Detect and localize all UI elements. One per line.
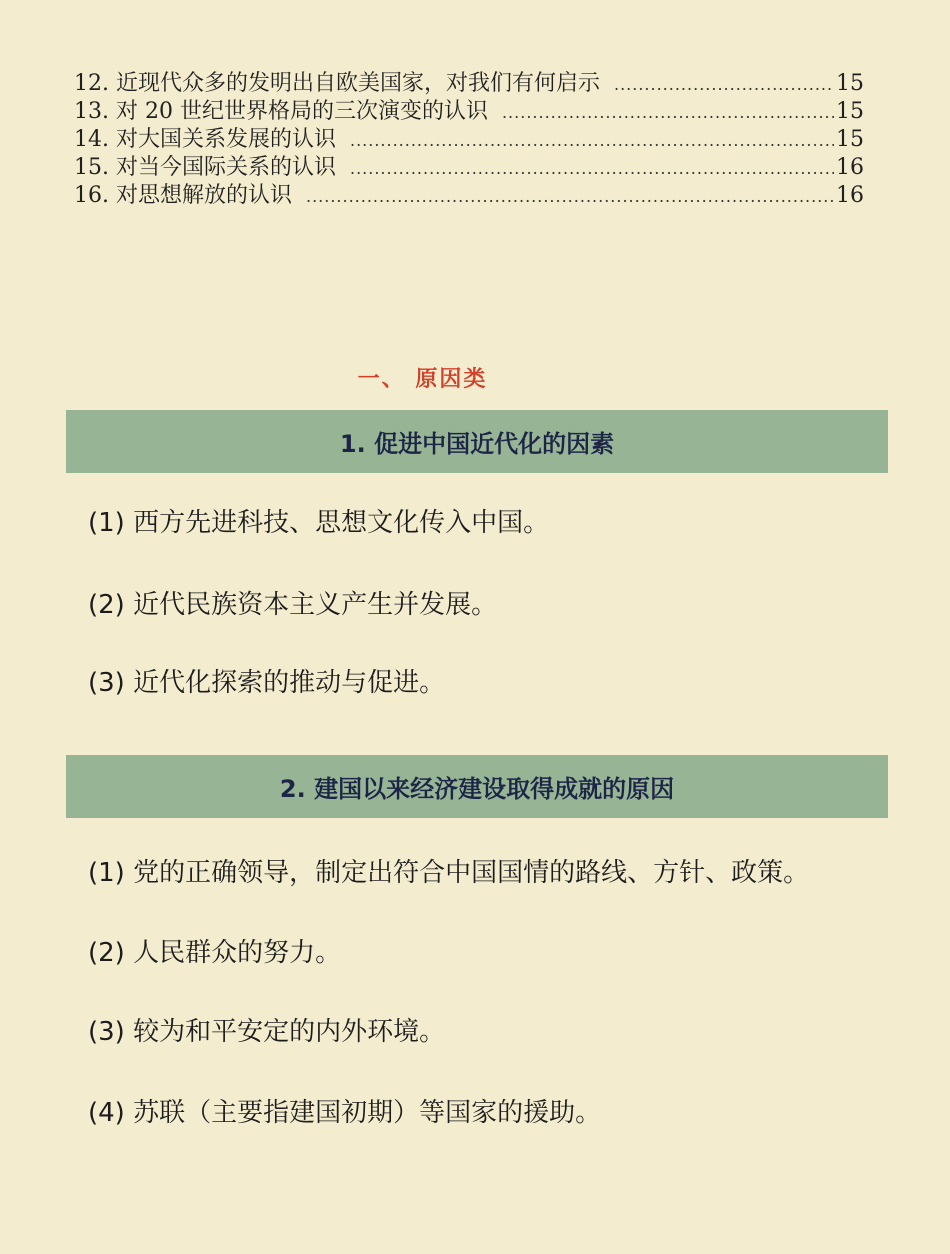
toc-leader-dots xyxy=(306,183,834,211)
topic-title: 1. 促进中国近代化的因素 xyxy=(339,430,615,458)
toc-entry-title: 15. 对当今国际关系的认识 xyxy=(74,155,336,180)
toc-entry-title: 12. 近现代众多的发明出自欧美国家，对我们有何启示 xyxy=(74,71,600,96)
toc-entry-title: 16. 对思想解放的认识 xyxy=(74,183,292,208)
section-heading: 一、 原因类 xyxy=(357,367,488,392)
topic-title-bar xyxy=(66,755,888,818)
toc-entry[interactable] xyxy=(74,70,864,98)
toc-entry-page: 15 xyxy=(836,71,864,96)
toc-entry-page: 15 xyxy=(836,99,864,124)
table-of-contents xyxy=(74,70,864,210)
topic-title: 2. 建国以来经济建设取得成就的原因 xyxy=(279,775,675,803)
toc-leader-dots xyxy=(614,71,834,99)
toc-entry[interactable] xyxy=(74,154,864,182)
toc-entry-title: 14. 对大国关系发展的认识 xyxy=(74,127,336,152)
topic-point: (2) 人民群众的努力。 xyxy=(88,938,342,968)
toc-entry[interactable] xyxy=(74,98,864,126)
topic-point: (3) 较为和平安定的内外环境。 xyxy=(88,1017,446,1047)
toc-entry-title: 13. 对 20 世纪世界格局的三次演变的认识 xyxy=(74,99,488,124)
toc-entry[interactable] xyxy=(74,182,864,210)
topic-point: (3) 近代化探索的推动与促进。 xyxy=(88,668,446,698)
toc-leader-dots xyxy=(350,155,834,183)
toc-leader-dots xyxy=(502,99,834,127)
toc-leader-dots xyxy=(350,127,834,155)
topic-point: (4) 苏联（主要指建国初期）等国家的援助。 xyxy=(88,1098,602,1128)
topic-title-bar xyxy=(66,410,888,473)
toc-entry-page: 15 xyxy=(836,127,864,152)
toc-entry[interactable] xyxy=(74,126,864,154)
toc-entry-page: 16 xyxy=(836,183,864,208)
topic-point: (2) 近代民族资本主义产生并发展。 xyxy=(88,590,498,620)
topic-point: (1) 西方先进科技、思想文化传入中国。 xyxy=(88,508,550,538)
toc-entry-page: 16 xyxy=(836,155,864,180)
topic-point: (1) 党的正确领导，制定出符合中国国情的路线、方针、政策。 xyxy=(88,858,810,888)
